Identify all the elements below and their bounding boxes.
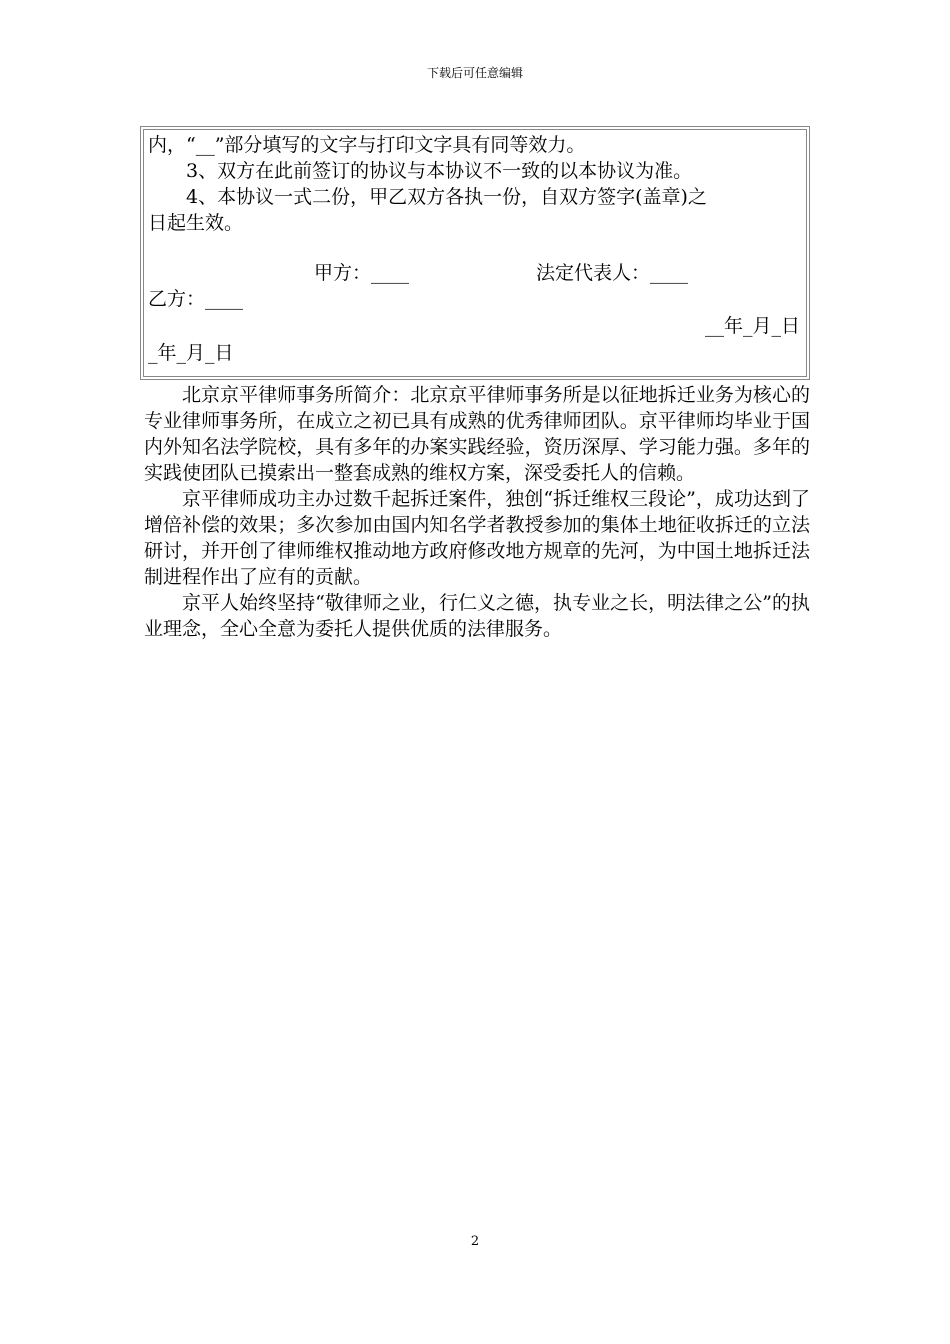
blank-spacer [148,236,802,260]
agreement-box-inner [143,129,807,377]
intro-paragraph: 京平人始终坚持“敬律师之业，行仁义之德，执专业之长，明法律之公”的执业理念，全心全意为委托人提供优质的法律服务。 [144,592,810,640]
clause-4-line-2: 日起生效。 [148,212,244,234]
date-left: _年_月_日 [148,342,234,364]
party-a-signature: 甲方：____ [314,262,410,284]
agreement-box [140,126,810,380]
clause-4-line-1: 4、本协议一式二份，甲乙双方各执一份，自双方签字(盖章)之 [186,186,707,208]
page-header-note: 下载后可任意编辑 [426,66,523,80]
party-b-signature: 乙方：____ [148,288,244,310]
intro-paragraph: 北京京平律师事务所简介：北京京平律师事务所是以征地拆迁业务为核心的专业律师事务所，在成立之初已具有成熟的优秀律师团队。京平律师均毕业于国内外知名法学院校，具有多年的办案实践经验，资历深厚、学习能力强。多年的实践使团队已摸索出一整套成熟的维权方案，深受委托人的信赖。 [144,384,810,484]
legal-representative-signature: 法定代表人：____ [536,262,689,284]
intro-paragraph: 京平律师成功主办过数千起拆迁案件，独创“拆迁维权三段论”，成功达到了增倍补偿的效果；多次参加由国内知名学者教授参加的集体土地征收拆迁的立法研讨，并开创了律师维权推动地方政府修改地方规章的先河，为中国土地拆迁法制进程作出了应有的贡献。 [144,488,810,588]
firm-introduction [144,382,810,642]
page-number: 2 [470,1234,480,1249]
date-right: __年_月_日 [704,315,800,337]
clause-3: 3、双方在此前签订的协议与本协议不一致的以本协议为准。 [186,160,693,182]
signature-row [148,260,802,286]
agreement-effect-line: 内，“__”部分填写的文字与打印文字具有同等效力。 [148,134,586,156]
